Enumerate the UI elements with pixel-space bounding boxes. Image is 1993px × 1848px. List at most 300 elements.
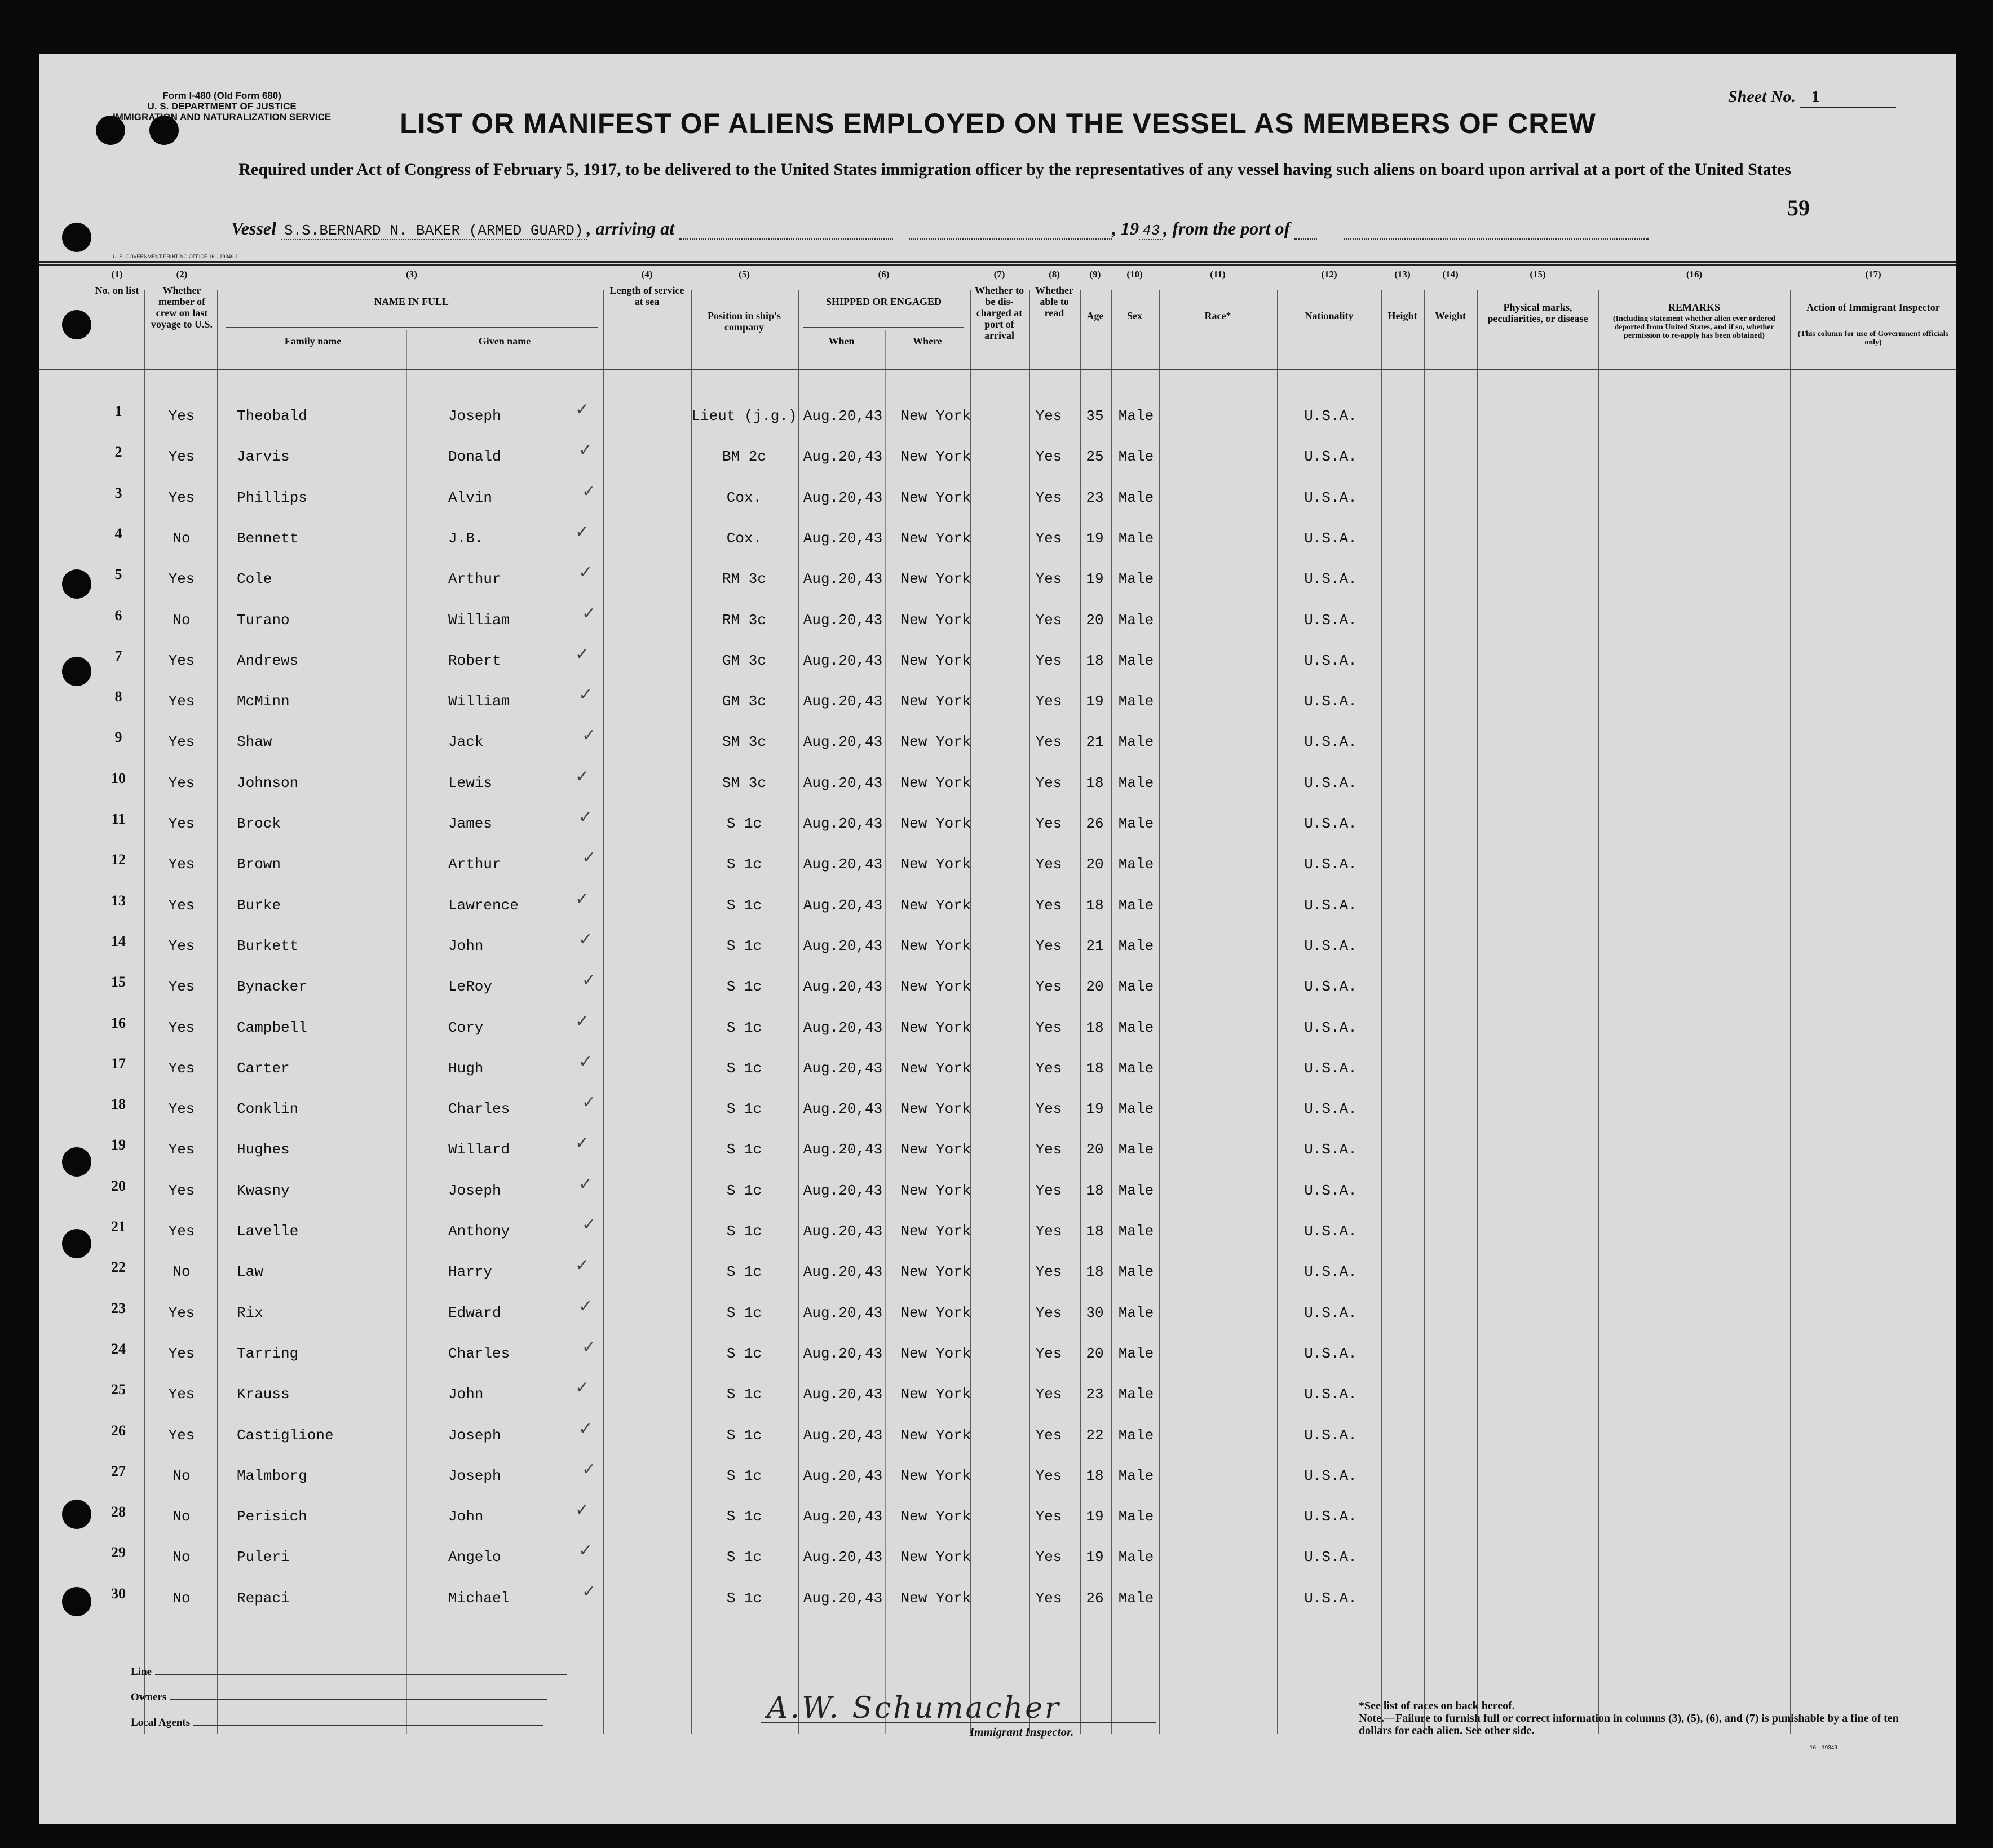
cell-where: New York xyxy=(900,408,971,425)
cell-where: New York xyxy=(900,1223,971,1240)
subheader-rule xyxy=(226,327,598,328)
cell-given: Jack xyxy=(448,733,484,751)
checkmark-icon: ✓ xyxy=(582,481,596,501)
cell-where: New York xyxy=(900,1386,971,1403)
cell-family: Shaw xyxy=(237,733,272,751)
cell-where: New York xyxy=(900,1508,971,1526)
cell-sex: Male xyxy=(1118,1304,1154,1321)
cell-prev: Yes xyxy=(168,815,195,832)
cell-sex: Male xyxy=(1118,1549,1154,1566)
cell-given: William xyxy=(448,693,510,710)
cell-given: Anthony xyxy=(448,1223,510,1240)
cell-position: S 1c xyxy=(726,1223,762,1240)
cell-family: Malmborg xyxy=(237,1467,307,1484)
cell-given: Arthur xyxy=(448,571,501,588)
cell-when: Aug.20,43 xyxy=(803,1223,883,1240)
header-rule-top xyxy=(39,261,1956,263)
cell-prev: Yes xyxy=(168,1182,195,1199)
checkmark-icon: ✓ xyxy=(575,888,590,909)
cell-age: 23 xyxy=(1086,489,1104,506)
cell-position: S 1c xyxy=(726,1263,762,1281)
cell-age: 20 xyxy=(1086,1141,1104,1159)
cell-family: Puleri xyxy=(237,1549,290,1566)
cell-where: New York xyxy=(900,978,971,996)
cell-where: New York xyxy=(900,937,971,954)
cell-given: Joseph xyxy=(448,1426,501,1444)
column-subheader-second: Given name xyxy=(478,335,531,347)
cell-read: Yes xyxy=(1035,1549,1062,1566)
cell-when: Aug.20,43 xyxy=(803,978,883,996)
cell-read: Yes xyxy=(1035,815,1062,832)
cell-age: 18 xyxy=(1086,1263,1104,1281)
penalty-note: Note.—Failure to furnish full or correct information in columns (3), (5), (6), and (7) is punishable by a fine of ten dollars for each alien. See other side. xyxy=(1359,1712,1899,1737)
cell-family: Carter xyxy=(237,1059,290,1077)
cell-sex: Male xyxy=(1118,1100,1154,1118)
cell-nationality: U.S.A. xyxy=(1304,978,1357,996)
checkmark-icon: ✓ xyxy=(582,848,596,868)
cell-position: RM 3c xyxy=(722,611,766,629)
cell-when: Aug.20,43 xyxy=(803,896,883,914)
column-header-discharged-at-port: Whether to be dis-charged at port of arrival xyxy=(974,285,1024,341)
cell-given: Lawrence xyxy=(448,896,519,914)
cell-no: 2 xyxy=(114,444,122,461)
cell-where: New York xyxy=(900,1182,971,1199)
cell-when: Aug.20,43 xyxy=(803,1019,883,1036)
cell-read: Yes xyxy=(1035,1019,1062,1036)
cell-when: Aug.20,43 xyxy=(803,1304,883,1321)
cell-no: 28 xyxy=(111,1504,126,1520)
cell-sex: Male xyxy=(1118,1263,1154,1281)
column-header-position: Position in ship's company xyxy=(707,310,781,333)
cell-nationality: U.S.A. xyxy=(1304,408,1357,425)
subcolumn-divider xyxy=(406,330,407,1734)
cell-prev: Yes xyxy=(168,1141,195,1159)
cell-age: 23 xyxy=(1086,1386,1104,1403)
cell-age: 25 xyxy=(1086,448,1104,466)
cell-read: Yes xyxy=(1035,489,1062,506)
cell-sex: Male xyxy=(1118,978,1154,996)
printing-office-note: U. S. GOVERNMENT PRINTING OFFICE 16—19349-1 xyxy=(113,254,238,259)
cell-nationality: U.S.A. xyxy=(1304,611,1357,629)
cell-family: Repaci xyxy=(237,1589,290,1607)
cell-read: Yes xyxy=(1035,1059,1062,1077)
cell-given: Harry xyxy=(448,1263,493,1281)
cell-no: 15 xyxy=(111,974,126,991)
page-title: LIST OR MANIFEST OF ALIENS EMPLOYED ON THE VESSEL AS MEMBERS OF CREW xyxy=(400,108,1596,139)
cell-family: Cole xyxy=(237,571,272,588)
cell-family: Andrews xyxy=(237,652,299,669)
cell-no: 12 xyxy=(111,851,126,868)
page-subtitle: Required under Act of Congress of February 5, 1917, to be delivered to the United States immigration officer by the representatives of any vessel having such aliens on board upon arrival at a port of the United States xyxy=(238,160,1791,179)
cell-family: Campbell xyxy=(237,1019,307,1036)
checkmark-icon: ✓ xyxy=(578,1296,593,1316)
arriving-port-field xyxy=(679,224,893,240)
cell-where: New York xyxy=(900,693,971,710)
cell-age: 19 xyxy=(1086,1549,1104,1566)
sheet-number-label: Sheet No. xyxy=(1728,87,1796,106)
cell-prev: No xyxy=(173,1549,191,1566)
cell-family: Law xyxy=(237,1263,263,1281)
checkmark-icon: ✓ xyxy=(575,1378,590,1398)
cell-prev: No xyxy=(173,529,191,547)
from-port-label: , from the port of xyxy=(1163,218,1291,238)
footer-line-field xyxy=(131,1666,567,1678)
cell-position: S 1c xyxy=(726,1426,762,1444)
cell-where: New York xyxy=(900,1467,971,1484)
cell-age: 22 xyxy=(1086,1426,1104,1444)
cell-no: 14 xyxy=(111,932,126,949)
vessel-name: S.S.BERNARD N. BAKER (ARMED GUARD) xyxy=(281,222,587,240)
checkmark-icon: ✓ xyxy=(578,1174,593,1194)
manifest-sheet xyxy=(39,54,1956,1824)
cell-given: Michael xyxy=(448,1589,510,1607)
cell-age: 18 xyxy=(1086,1467,1104,1484)
cell-age: 20 xyxy=(1086,856,1104,873)
cell-family: Hughes xyxy=(237,1141,290,1159)
footer-notes xyxy=(1359,1700,1900,1737)
column-header-physical-marks: Physical marks, peculiarities, or disease xyxy=(1487,302,1588,324)
cell-sex: Male xyxy=(1118,896,1154,914)
cell-sex: Male xyxy=(1118,774,1154,792)
owners-underline xyxy=(170,1699,547,1700)
cell-sex: Male xyxy=(1118,856,1154,873)
cell-read: Yes xyxy=(1035,1589,1062,1607)
column-number-no-on-list: (1) xyxy=(111,269,123,280)
column-number-physical-marks: (15) xyxy=(1530,269,1546,280)
cell-given: J.B. xyxy=(448,529,484,547)
cell-given: John xyxy=(448,937,484,954)
cell-prev: No xyxy=(173,1263,191,1281)
agents-underline xyxy=(193,1725,543,1726)
cell-no: 8 xyxy=(114,688,122,705)
cell-sex: Male xyxy=(1118,1386,1154,1403)
cell-where: New York xyxy=(900,1263,971,1281)
checkmark-icon: ✓ xyxy=(582,1581,596,1602)
cell-prev: Yes xyxy=(168,408,195,425)
cell-when: Aug.20,43 xyxy=(803,1182,883,1199)
cell-family: Burkett xyxy=(237,937,299,954)
cell-sex: Male xyxy=(1118,489,1154,506)
cell-position: S 1c xyxy=(726,1467,762,1484)
cell-position: S 1c xyxy=(726,1549,762,1566)
cell-sex: Male xyxy=(1118,1182,1154,1199)
cell-sex: Male xyxy=(1118,937,1154,954)
cell-age: 20 xyxy=(1086,611,1104,629)
cell-age: 19 xyxy=(1086,571,1104,588)
cell-when: Aug.20,43 xyxy=(803,1549,883,1566)
cell-sex: Male xyxy=(1118,733,1154,751)
cell-sex: Male xyxy=(1118,529,1154,547)
column-divider xyxy=(1477,290,1478,1734)
cell-position: S 1c xyxy=(726,937,762,954)
cell-read: Yes xyxy=(1035,1345,1062,1362)
cell-nationality: U.S.A. xyxy=(1304,856,1357,873)
cell-nationality: U.S.A. xyxy=(1304,1508,1357,1526)
cell-prev: Yes xyxy=(168,1345,195,1362)
cell-position: RM 3c xyxy=(722,571,766,588)
checkmark-icon: ✓ xyxy=(582,1093,596,1113)
cell-read: Yes xyxy=(1035,529,1062,547)
cell-when: Aug.20,43 xyxy=(803,652,883,669)
cell-no: 7 xyxy=(114,647,122,664)
cell-read: Yes xyxy=(1035,856,1062,873)
checkmark-icon: ✓ xyxy=(582,726,596,746)
arriving-label: , arriving at xyxy=(586,218,675,238)
cell-sex: Male xyxy=(1118,1019,1154,1036)
cell-nationality: U.S.A. xyxy=(1304,489,1357,506)
cell-where: New York xyxy=(900,1549,971,1566)
cell-given: Cory xyxy=(448,1019,484,1036)
column-header-weight: Weight xyxy=(1434,310,1466,321)
cell-family: Johnson xyxy=(237,774,299,792)
cell-prev: Yes xyxy=(168,489,195,506)
cell-no: 22 xyxy=(111,1259,126,1276)
cell-given: Joseph xyxy=(448,1182,501,1199)
column-divider xyxy=(1598,290,1599,1734)
subheader-rule xyxy=(803,327,964,328)
cell-prev: Yes xyxy=(168,1386,195,1403)
cell-given: Joseph xyxy=(448,408,501,425)
checkmark-icon: ✓ xyxy=(578,1418,593,1439)
column-header-age: Age xyxy=(1086,310,1104,321)
cell-where: New York xyxy=(900,1100,971,1118)
cell-when: Aug.20,43 xyxy=(803,1345,883,1362)
cell-when: Aug.20,43 xyxy=(803,1100,883,1118)
cell-prev: Yes xyxy=(168,693,195,710)
cell-age: 20 xyxy=(1086,978,1104,996)
cell-read: Yes xyxy=(1035,733,1062,751)
cell-no: 6 xyxy=(114,607,122,624)
cell-no: 23 xyxy=(111,1299,126,1316)
from-port-field xyxy=(1294,224,1317,240)
arrival-date-field xyxy=(909,224,1112,240)
cell-given: Charles xyxy=(448,1345,510,1362)
cell-sex: Male xyxy=(1118,1345,1154,1362)
cell-given: William xyxy=(448,611,510,629)
column-number-race: (11) xyxy=(1210,269,1226,280)
checkmark-icon: ✓ xyxy=(582,1337,596,1357)
cell-sex: Male xyxy=(1118,693,1154,710)
cell-prev: No xyxy=(173,1589,191,1607)
checkmark-icon: ✓ xyxy=(575,1500,590,1520)
checkmark-icon: ✓ xyxy=(575,521,590,542)
cell-prev: Yes xyxy=(168,1426,195,1444)
cell-nationality: U.S.A. xyxy=(1304,774,1357,792)
cell-family: Castiglione xyxy=(237,1426,334,1444)
cell-position: SM 3c xyxy=(722,733,766,751)
cell-position: S 1c xyxy=(726,1100,762,1118)
cell-position: S 1c xyxy=(726,1182,762,1199)
cell-family: Rix xyxy=(237,1304,263,1321)
cell-family: McMinn xyxy=(237,693,290,710)
cell-position: S 1c xyxy=(726,856,762,873)
column-note-remarks: (Including statement whether alien ever ordered deported from United States, and if so, whether permission to re-apply has been obtained) xyxy=(1612,315,1776,340)
cell-when: Aug.20,43 xyxy=(803,1386,883,1403)
column-number-weight: (14) xyxy=(1442,269,1459,280)
cell-nationality: U.S.A. xyxy=(1304,1223,1357,1240)
cell-position: S 1c xyxy=(726,1589,762,1607)
cell-when: Aug.20,43 xyxy=(803,1589,883,1607)
cell-position: S 1c xyxy=(726,978,762,996)
owners-label: Owners xyxy=(131,1691,167,1703)
cell-where: New York xyxy=(900,489,971,506)
cell-where: New York xyxy=(900,896,971,914)
cell-no: 25 xyxy=(111,1381,126,1398)
cell-family: Bynacker xyxy=(237,978,307,996)
cell-given: Arthur xyxy=(448,856,501,873)
checkmark-icon: ✓ xyxy=(582,603,596,624)
cell-read: Yes xyxy=(1035,896,1062,914)
cell-nationality: U.S.A. xyxy=(1304,1182,1357,1199)
cell-prev: Yes xyxy=(168,1100,195,1118)
cell-where: New York xyxy=(900,1426,971,1444)
cell-sex: Male xyxy=(1118,815,1154,832)
cell-no: 30 xyxy=(111,1585,126,1602)
cell-sex: Male xyxy=(1118,1059,1154,1077)
cell-when: Aug.20,43 xyxy=(803,1141,883,1159)
cell-no: 26 xyxy=(111,1422,126,1439)
cell-nationality: U.S.A. xyxy=(1304,1263,1357,1281)
cell-family: Krauss xyxy=(237,1386,290,1403)
column-number-length-of-service: (4) xyxy=(641,269,653,280)
column-header-sex: Sex xyxy=(1127,310,1142,321)
from-port-field-extra xyxy=(1344,224,1649,240)
checkmark-icon: ✓ xyxy=(575,1133,590,1153)
cell-age: 21 xyxy=(1086,937,1104,954)
column-subheader-second: Where xyxy=(913,335,942,347)
cell-position: S 1c xyxy=(726,1345,762,1362)
cell-no: 21 xyxy=(111,1218,126,1235)
cell-where: New York xyxy=(900,1059,971,1077)
cell-sex: Male xyxy=(1118,571,1154,588)
cell-nationality: U.S.A. xyxy=(1304,1386,1357,1403)
cell-no: 3 xyxy=(114,484,122,501)
agents-label: Local Agents xyxy=(131,1717,191,1728)
cell-given: Edward xyxy=(448,1304,501,1321)
checkmark-icon: ✓ xyxy=(578,807,593,827)
cell-when: Aug.20,43 xyxy=(803,733,883,751)
cell-position: SM 3c xyxy=(722,774,766,792)
cell-given: Willard xyxy=(448,1141,510,1159)
cell-when: Aug.20,43 xyxy=(803,1263,883,1281)
cell-no: 13 xyxy=(111,892,126,909)
cell-sex: Male xyxy=(1118,1508,1154,1526)
cell-when: Aug.20,43 xyxy=(803,611,883,629)
cell-no: 27 xyxy=(111,1462,126,1479)
cell-given: Robert xyxy=(448,652,501,669)
cell-sex: Male xyxy=(1118,1223,1154,1240)
column-header-shipped-or-engaged: SHIPPED OR ENGAGED xyxy=(825,296,942,307)
cell-prev: Yes xyxy=(168,937,195,954)
cell-when: Aug.20,43 xyxy=(803,774,883,792)
cell-where: New York xyxy=(900,1019,971,1036)
cell-read: Yes xyxy=(1035,1141,1062,1159)
column-number-nationality: (12) xyxy=(1321,269,1337,280)
cell-given: Lewis xyxy=(448,774,493,792)
cell-when: Aug.20,43 xyxy=(803,815,883,832)
cell-read: Yes xyxy=(1035,1386,1062,1403)
inspector-signature: A.W. Schumacher xyxy=(767,1691,1061,1725)
cell-prev: Yes xyxy=(168,896,195,914)
cell-prev: No xyxy=(173,611,191,629)
cell-nationality: U.S.A. xyxy=(1304,1059,1357,1077)
cell-family: Brown xyxy=(237,856,281,873)
column-divider xyxy=(603,290,604,1734)
year-prefix: , 19 xyxy=(1112,218,1139,238)
cell-age: 18 xyxy=(1086,1019,1104,1036)
cell-nationality: U.S.A. xyxy=(1304,1304,1357,1321)
cell-sex: Male xyxy=(1118,408,1154,425)
checkmark-icon: ✓ xyxy=(582,1215,596,1235)
cell-prev: Yes xyxy=(168,1059,195,1077)
cell-no: 9 xyxy=(114,729,122,746)
cell-age: 18 xyxy=(1086,652,1104,669)
cell-read: Yes xyxy=(1035,1182,1062,1199)
column-header-able-to-read: Whether able to read xyxy=(1035,285,1073,319)
column-note-inspector-action: (This column for use of Government officials only) xyxy=(1797,330,1949,347)
cell-when: Aug.20,43 xyxy=(803,856,883,873)
punch-hole xyxy=(62,310,91,339)
cell-nationality: U.S.A. xyxy=(1304,896,1357,914)
cell-no: 5 xyxy=(114,566,122,583)
vessel-label: Vessel xyxy=(231,218,276,238)
cell-where: New York xyxy=(900,1589,971,1607)
cell-family: Kwasny xyxy=(237,1182,290,1199)
cell-read: Yes xyxy=(1035,611,1062,629)
header-rule-double xyxy=(39,264,1956,266)
cell-prev: Yes xyxy=(168,978,195,996)
cell-sex: Male xyxy=(1118,1589,1154,1607)
cell-given: Angelo xyxy=(448,1549,501,1566)
checkmark-icon: ✓ xyxy=(578,685,593,705)
cell-read: Yes xyxy=(1035,1304,1062,1321)
column-divider xyxy=(1790,290,1791,1734)
cell-when: Aug.20,43 xyxy=(803,1426,883,1444)
checkmark-icon: ✓ xyxy=(578,563,593,583)
cell-no: 20 xyxy=(111,1177,126,1194)
cell-prev: No xyxy=(173,1467,191,1484)
cell-prev: Yes xyxy=(168,856,195,873)
cell-read: Yes xyxy=(1035,1467,1062,1484)
column-header-previous-voyage: Whether member of crew on last voyage to U.S. xyxy=(151,285,213,330)
cell-family: Theobald xyxy=(237,408,307,425)
cell-family: Conklin xyxy=(237,1100,299,1118)
cell-nationality: U.S.A. xyxy=(1304,1141,1357,1159)
column-header-race: Race* xyxy=(1204,310,1231,321)
cell-where: New York xyxy=(900,774,971,792)
department-name: U. S. DEPARTMENT OF JUSTICE xyxy=(147,101,297,112)
cell-prev: No xyxy=(173,1508,191,1526)
cell-position: S 1c xyxy=(726,1019,762,1036)
checkmark-icon: ✓ xyxy=(578,1541,593,1561)
column-number-sex: (10) xyxy=(1126,269,1143,280)
cell-no: 19 xyxy=(111,1137,126,1153)
cell-where: New York xyxy=(900,815,971,832)
cell-where: New York xyxy=(900,611,971,629)
cell-age: 19 xyxy=(1086,693,1104,710)
column-number-name-in-full: (3) xyxy=(406,269,417,280)
cell-when: Aug.20,43 xyxy=(803,693,883,710)
cell-no: 24 xyxy=(111,1340,126,1357)
cell-prev: Yes xyxy=(168,733,195,751)
cell-when: Aug.20,43 xyxy=(803,1467,883,1484)
cell-family: Burke xyxy=(237,896,281,914)
cell-nationality: U.S.A. xyxy=(1304,529,1357,547)
checkmark-icon: ✓ xyxy=(578,929,593,949)
cell-nationality: U.S.A. xyxy=(1304,693,1357,710)
header-rule-bottom xyxy=(39,369,1956,370)
cell-where: New York xyxy=(900,571,971,588)
